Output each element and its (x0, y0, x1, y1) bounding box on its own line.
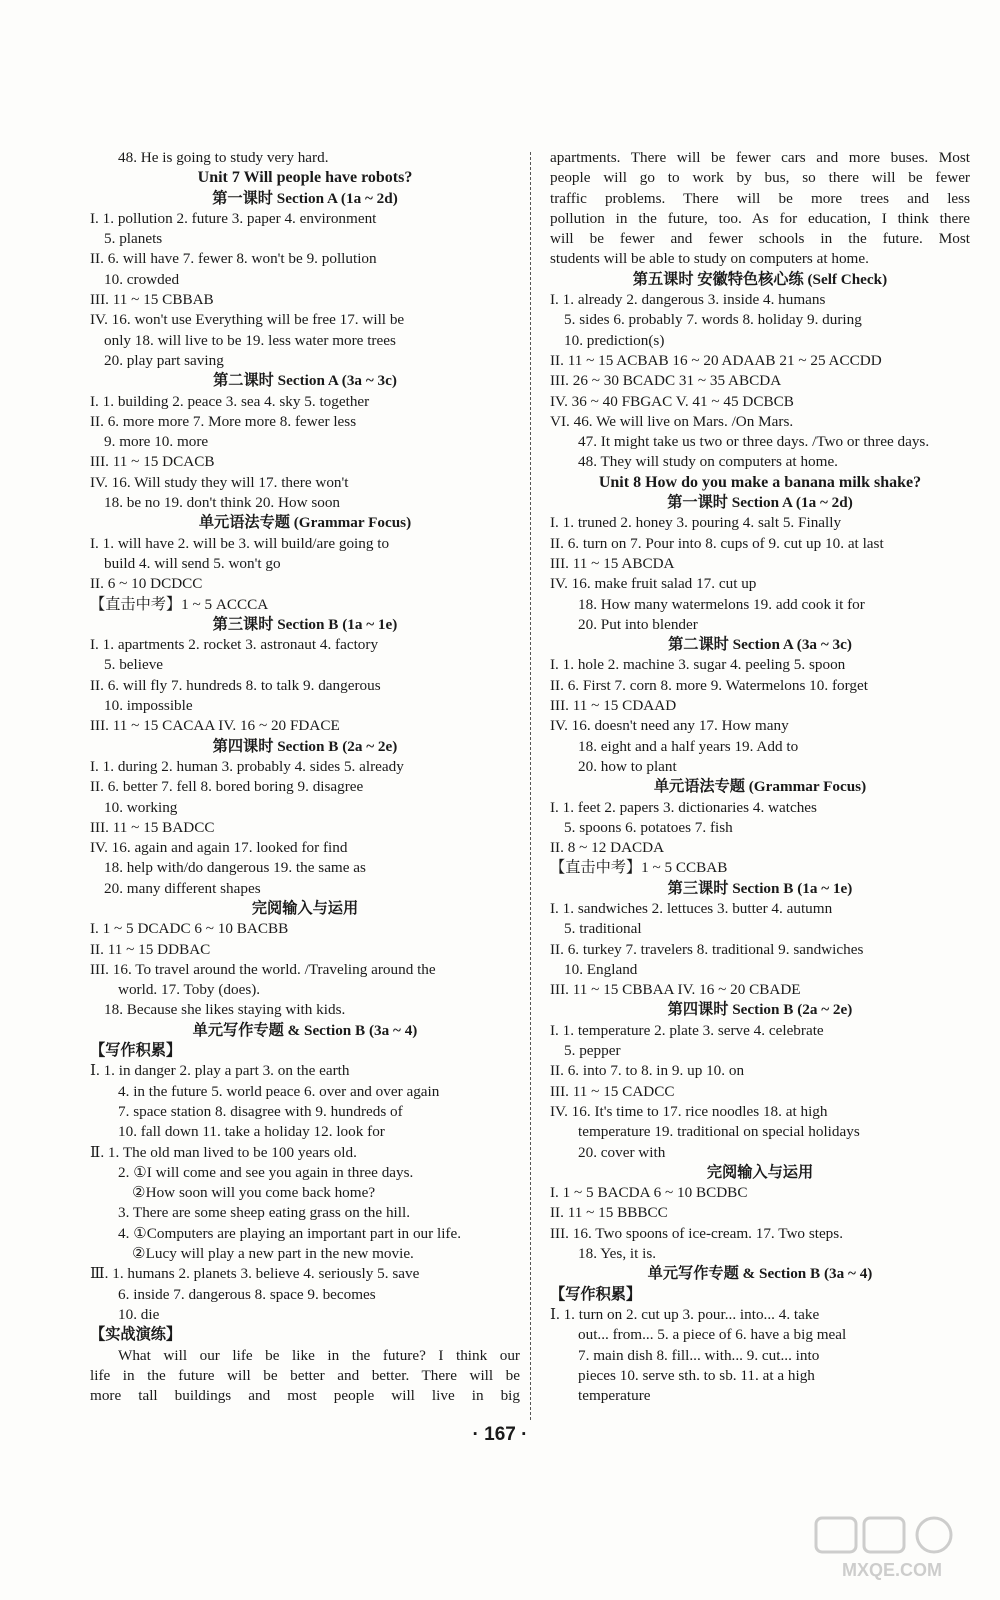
left-column-line: 第四课时 Section B (2a ~ 2e) (212, 737, 398, 755)
right-column-line: II. 6. into 7. to 8. in 9. up 10. on (550, 1062, 745, 1080)
right-column-line: people will go to work by bus, so there will be fewer (550, 169, 970, 187)
right-column-line: IV. 36 ~ 40 FBGAC V. 41 ~ 45 DCBCB (550, 392, 794, 410)
left-column-line: 完阅输入与运用 (251, 899, 359, 917)
left-column-line: Ⅲ. 1. humans 2. planets 3. believe 4. seriously 5. save (90, 1265, 420, 1283)
right-column (550, 148, 970, 1406)
left-column-line: Unit 7 Will people have robots? (197, 169, 413, 187)
right-column-line: 20. Put into blender (578, 615, 698, 633)
right-column-line: students will be able to study on computers at home. (550, 250, 869, 268)
left-column-line: II. 6. better 7. fell 8. bored boring 9. disagree (90, 778, 364, 796)
right-column-line: 18. How many watermelons 19. add cook it for (578, 595, 865, 613)
left-column-line: 48. He is going to study very hard. (118, 149, 329, 166)
right-column-line: I. 1. already 2. dangerous 3. inside 4. humans (550, 291, 826, 309)
left-column-line: 第二课时 Section A (3a ~ 3c) (213, 372, 397, 390)
right-column-line: I. 1. sandwiches 2. lettuces 3. butter 4. autumn (550, 899, 833, 917)
left-column-line: II. 6. will fly 7. hundreds 8. to talk 9. dangerous (90, 676, 381, 694)
right-column-line: 5. traditional (564, 920, 642, 938)
right-column-line: will be fewer and fewer schools in the future. Most (550, 230, 970, 248)
left-column-line: 单元写作专题 & Section B (3a ~ 4) (192, 1021, 418, 1039)
left-column-line: world. 17. Toby (does). (118, 981, 261, 999)
right-column-line: II. 6. turkey 7. travelers 8. traditional 9. sandwiches (550, 940, 864, 958)
left-column-line: 4. in the future 5. world peace 6. over and over again (118, 1082, 440, 1100)
right-column-line: III. 11 ~ 15 CADCC (550, 1082, 675, 1100)
left-column-line: 20. play part saving (104, 351, 224, 369)
left-column-line: IV. 16. Will study they will 17. there won't (90, 473, 349, 491)
left-column-line: 20. many different shapes (104, 879, 261, 897)
right-column-line: VI. 46. We will live on Mars. /On Mars. (550, 412, 794, 430)
left-column-line: 10. working (104, 798, 178, 816)
left-column-line: only 18. will live to be 19. less water more trees (104, 331, 396, 349)
left-column-line: 10. crowded (104, 270, 180, 288)
left-column-line: III. 11 ~ 15 BADCC (90, 818, 215, 836)
left-column-line: III. 11 ~ 15 DCACB (90, 453, 215, 471)
left-column-line: more tall buildings and most people will live in big (90, 1387, 520, 1405)
right-column-line: Ⅰ. 1. turn on 2. cut up 3. pour... into... 4. take (550, 1305, 820, 1323)
right-column-line: II. 6. turn on 7. Pour into 8. cups of 9. cut up 10. at last (550, 534, 884, 552)
right-column-line: 10. England (564, 960, 638, 978)
right-column-line: temperature (578, 1387, 651, 1405)
right-column-line: 第三课时 Section B (1a ~ 1e) (667, 879, 853, 897)
left-column-line: 【直击中考】1 ~ 5 ACCCA (90, 595, 269, 613)
left-column-line: 第三课时 Section B (1a ~ 1e) (212, 615, 398, 633)
page-number: · 167 · (472, 1424, 528, 1445)
right-column-line: III. 11 ~ 15 ABCDA (550, 554, 675, 572)
left-column-line: I. 1. building 2. peace 3. sea 4. sky 5. together (90, 392, 370, 410)
left-column-line: Ⅰ. 1. in danger 2. play a part 3. on the earth (90, 1062, 350, 1080)
left-column-line: II. 11 ~ 15 DDBAC (90, 940, 211, 958)
left-column-line: 10. impossible (104, 697, 193, 715)
left-column-line: 4. ①Computers are playing an important part in our life. (118, 1224, 462, 1242)
left-column-line: I. 1 ~ 5 DCADC 6 ~ 10 BACBB (90, 920, 289, 938)
right-column-line: I. 1. feet 2. papers 3. dictionaries 4. watches (550, 798, 817, 816)
right-column-line: III. 11 ~ 15 CBBAA IV. 16 ~ 20 CBADE (550, 981, 801, 999)
watermark-text: MXQE.COM (841, 1560, 943, 1580)
right-column-line: 48. They will study on computers at home. (578, 453, 838, 471)
right-column-line: 47. It might take us two or three days. /Two or three days. (578, 433, 930, 451)
left-column-line: IV. 16. won't use Everything will be free 17. will be (90, 311, 405, 329)
left-column-line: 第一课时 Section A (1a ~ 2d) (212, 189, 398, 207)
right-column-line: I. 1. hole 2. machine 3. sugar 4. peeling 5. spoon (550, 656, 846, 674)
right-column-line: II. 11 ~ 15 ACBAB 16 ~ 20 ADAAB 21 ~ 25 ACCDD (550, 351, 882, 369)
left-column-line: I. 1. will have 2. will be 3. will build/are going to (90, 534, 390, 552)
right-column-line: I. 1. truned 2. honey 3. pouring 4. salt 5. Finally (550, 514, 842, 532)
left-column-line: II. 6. will have 7. fewer 8. won't be 9. pollution (90, 250, 377, 268)
left-column-line: 10. die (118, 1305, 160, 1323)
right-column-line: apartments. There will be fewer cars and more buses. Most (550, 149, 970, 166)
left-column-line: 5. planets (104, 230, 163, 248)
right-column-line: 20. how to plant (578, 757, 677, 775)
right-column-line: I. 1. temperature 2. plate 3. serve 4. celebrate (550, 1021, 824, 1039)
left-column-line: III. 11 ~ 15 CBBAB (90, 291, 214, 309)
left-column-line: 2. ①I will come and see you again in three days. (118, 1163, 414, 1181)
left-column-line: life in the future will be better and better. There will be (90, 1366, 520, 1384)
right-column-line: 7. main dish 8. fill... with... 9. cut... into (578, 1346, 820, 1364)
left-column-line: ②Lucy will play a new part in the new movie. (132, 1245, 414, 1263)
right-column-line: 5. sides 6. probably 7. words 8. holiday 9. during (564, 311, 862, 329)
right-column-line: IV. 16. It's time to 17. rice noodles 18. at high (550, 1102, 828, 1120)
left-column-line: 【实战演练】 (90, 1326, 182, 1344)
left-column-line: 18. Because she likes staying with kids. (104, 1001, 346, 1019)
right-column-line: 18. Yes, it is. (578, 1245, 657, 1263)
left-column-line: ②How soon will you come back home? (132, 1184, 376, 1202)
left-column-line: 18. help with/do dangerous 19. the same as (104, 859, 366, 877)
left-column-line: I. 1. pollution 2. future 3. paper 4. environment (90, 209, 377, 227)
right-column-line: 第五课时 安徽特色核心练 (Self Check) (632, 270, 888, 288)
watermark-logo (812, 1514, 972, 1582)
left-column-line: Ⅱ. 1. The old man lived to be 100 years old. (90, 1143, 357, 1161)
right-column-line: 第二课时 Section A (3a ~ 3c) (668, 636, 852, 654)
left-column-line: 5. believe (104, 656, 164, 674)
right-column-line: pollution in the future, too. As for education, I think there (550, 209, 970, 227)
left-column (90, 148, 520, 1406)
left-column-line: II. 6 ~ 10 DCDCC (90, 575, 203, 593)
left-column-line: IV. 16. again and again 17. looked for find (90, 839, 348, 857)
left-column-line: 6. inside 7. dangerous 8. space 9. becomes (118, 1285, 376, 1303)
left-column-line: 18. be no 19. don't think 20. How soon (104, 494, 341, 512)
right-column-line: Unit 8 How do you make a banana milk shake? (598, 473, 922, 491)
left-column-line: III. 11 ~ 15 CACAA IV. 16 ~ 20 FDACE (90, 717, 340, 735)
left-column-line: 【写作积累】 (90, 1042, 182, 1060)
right-column-line: out... from... 5. a piece of 6. have a big meal (578, 1326, 847, 1344)
right-column-line: traffic problems. There will be more trees and less (550, 189, 970, 207)
right-column-line: pieces 10. serve sth. to sb. 11. at a high (578, 1366, 815, 1384)
right-column-line: 单元写作专题 & Section B (3a ~ 4) (647, 1265, 873, 1283)
left-column-line: What will our life be like in the future? I think our (118, 1346, 520, 1364)
right-column-line: I. 1 ~ 5 BACDA 6 ~ 10 BCDBC (550, 1184, 748, 1202)
right-column-line: 【写作积累】 (550, 1285, 642, 1303)
column-divider (530, 152, 531, 1420)
right-column-line: III. 11 ~ 15 CDAAD (550, 697, 677, 715)
left-column-line: II. 6. more more 7. More more 8. fewer less (90, 412, 357, 430)
left-column-line: build 4. will send 5. won't go (104, 554, 281, 572)
right-column-line: IV. 16. make fruit salad 17. cut up (550, 575, 757, 593)
right-column-line: 5. spoons 6. potatoes 7. fish (564, 818, 733, 836)
right-column-line: 完阅输入与运用 (706, 1163, 814, 1181)
left-column-line: 3. There are some sheep eating grass on the hill. (118, 1204, 410, 1222)
right-column-line: 单元语法专题 (Grammar Focus) (653, 778, 867, 796)
left-column-line: I. 1. apartments 2. rocket 3. astronaut 4. factory (90, 636, 379, 654)
right-column-line: 5. pepper (564, 1042, 621, 1060)
left-column-line: 10. fall down 11. take a holiday 12. look for (118, 1123, 385, 1141)
right-column-line: II. 11 ~ 15 BBBCC (550, 1204, 668, 1222)
left-column-line: 单元语法专题 (Grammar Focus) (198, 514, 412, 532)
right-column-line: 10. prediction(s) (564, 331, 665, 349)
right-column-line: III. 16. Two spoons of ice-cream. 17. Two steps. (550, 1224, 843, 1242)
right-column-line: temperature 19. traditional on special holidays (578, 1123, 860, 1141)
right-column-line: II. 8 ~ 12 DACDA (550, 839, 665, 857)
right-column-line: 第一课时 Section A (1a ~ 2d) (667, 494, 853, 512)
right-column-line: 20. cover with (578, 1143, 666, 1161)
left-column-line: III. 16. To travel around the world. /Traveling around the (90, 960, 436, 978)
left-column-line: 7. space station 8. disagree with 9. hundreds of (118, 1102, 403, 1120)
right-column-line: IV. 16. doesn't need any 17. How many (550, 717, 789, 735)
right-column-line: 18. eight and a half years 19. Add to (578, 737, 799, 755)
right-column-line: II. 6. First 7. corn 8. more 9. Watermelons 10. forget (550, 676, 868, 694)
right-column-line: III. 26 ~ 30 BCADC 31 ~ 35 ABCDA (550, 372, 782, 390)
left-column-line: 9. more 10. more (104, 433, 209, 451)
left-column-line: I. 1. during 2. human 3. probably 4. sides 5. already (90, 757, 404, 775)
right-column-line: 第四课时 Section B (2a ~ 2e) (667, 1001, 853, 1019)
right-column-line: 【直击中考】1 ~ 5 CCBAB (550, 859, 728, 877)
